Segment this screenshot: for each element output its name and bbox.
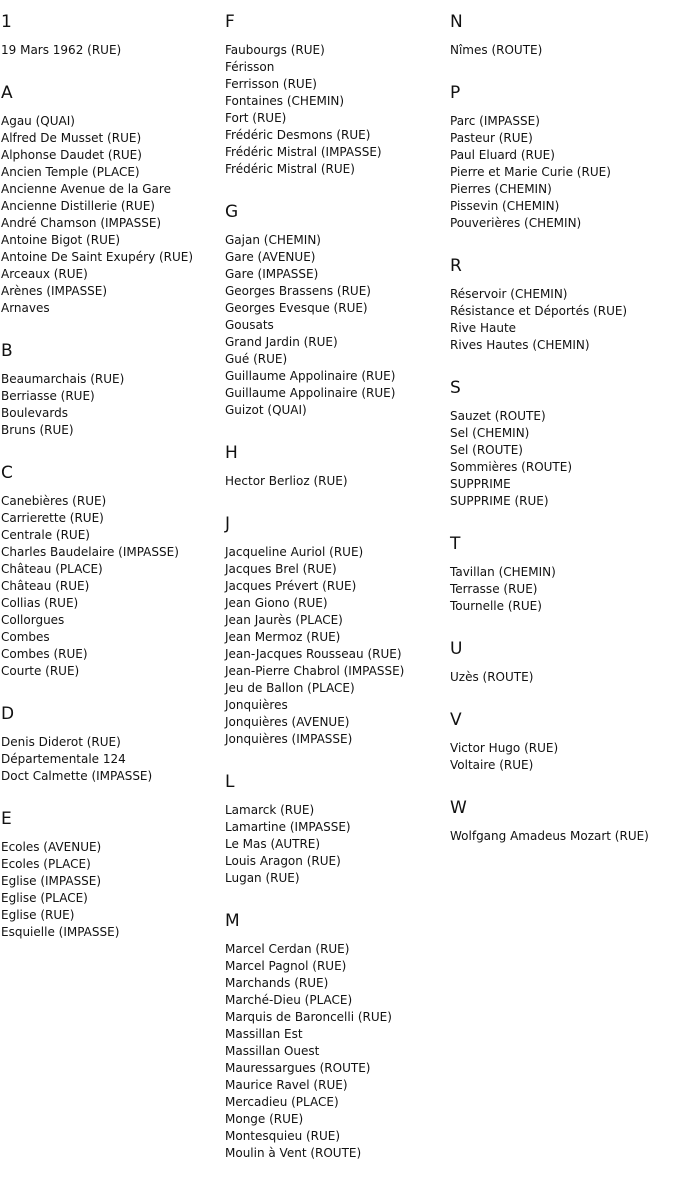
street-entry: Jean Jaurès (PLACE)	[225, 613, 343, 627]
section-spacer	[450, 686, 675, 710]
street-entry: Collorgues	[1, 613, 65, 627]
section-letter-heading: J	[225, 514, 231, 534]
street-list	[450, 286, 675, 354]
street-list	[450, 740, 675, 774]
street-entry: Tournelle (RUE)	[450, 599, 542, 613]
section-letter-heading: V	[450, 710, 462, 730]
street-entry: Centrale (RUE)	[1, 528, 90, 542]
section-spacer	[225, 887, 450, 911]
section-spacer	[225, 178, 450, 202]
section-letter-heading: A	[1, 83, 13, 103]
street-entry: Sel (ROUTE)	[450, 443, 523, 457]
street-entry: Massillan Ouest	[225, 1044, 320, 1058]
street-list	[1, 371, 226, 439]
street-list	[450, 408, 675, 510]
letter-section	[450, 639, 675, 686]
section-spacer	[1, 317, 226, 341]
section-letter-heading: N	[450, 12, 463, 32]
street-entry: Terrasse (RUE)	[450, 582, 538, 596]
street-entry: Frédéric Mistral (IMPASSE)	[225, 145, 382, 159]
street-entry: Sommières (ROUTE)	[450, 460, 573, 474]
street-entry: Voltaire (RUE)	[450, 758, 534, 772]
letter-section	[450, 710, 675, 774]
section-letter-heading: C	[1, 463, 13, 483]
street-entry: Marché-Dieu (PLACE)	[225, 993, 353, 1007]
street-entry: Rives Hautes (CHEMIN)	[450, 338, 590, 352]
street-entry: Mauressargues (ROUTE)	[225, 1061, 371, 1075]
street-entry: Jacques Prévert (RUE)	[225, 579, 357, 593]
street-entry: Marcel Cerdan (RUE)	[225, 942, 350, 956]
street-entry: André Chamson (IMPASSE)	[1, 216, 162, 230]
street-list	[450, 828, 675, 845]
street-entry: Faubourgs (RUE)	[225, 43, 325, 57]
street-entry: SUPPRIME	[450, 477, 511, 491]
street-entry: Ancien Temple (PLACE)	[1, 165, 140, 179]
street-list	[225, 802, 450, 887]
section-spacer	[450, 59, 675, 83]
street-entry: Combes (RUE)	[1, 647, 88, 661]
letter-section	[225, 443, 450, 490]
section-spacer	[450, 774, 675, 798]
street-entry: Marquis de Baroncelli (RUE)	[225, 1010, 392, 1024]
street-entry: Arceaux (RUE)	[1, 267, 88, 281]
letter-section	[225, 911, 450, 1162]
section-spacer	[450, 510, 675, 534]
street-entry: Sel (CHEMIN)	[450, 426, 530, 440]
street-entry: Jonquières	[225, 698, 288, 712]
street-list	[1, 113, 226, 317]
letter-section	[450, 256, 675, 354]
street-entry: Collias (RUE)	[1, 596, 79, 610]
street-entry: Eglise (RUE)	[1, 908, 75, 922]
letter-section	[450, 534, 675, 615]
street-entry: SUPPRIME (RUE)	[450, 494, 549, 508]
street-entry: Montesquieu (RUE)	[225, 1129, 341, 1143]
letter-section	[1, 341, 226, 439]
street-entry: Georges Evesque (RUE)	[225, 301, 368, 315]
street-entry: Réservoir (CHEMIN)	[450, 287, 568, 301]
street-entry: Lamarck (RUE)	[225, 803, 315, 817]
street-entry: Alphonse Daudet (RUE)	[1, 148, 142, 162]
section-spacer	[1, 59, 226, 83]
letter-section	[225, 514, 450, 748]
street-entry: Jacques Brel (RUE)	[225, 562, 337, 576]
letter-section	[225, 202, 450, 419]
section-letter-heading: H	[225, 443, 238, 463]
section-letter-heading: G	[225, 202, 239, 222]
street-list	[1, 734, 226, 785]
street-entry: Antoine Bigot (RUE)	[1, 233, 121, 247]
street-entry: Jean Giono (RUE)	[225, 596, 328, 610]
street-entry: Pierre et Marie Curie (RUE)	[450, 165, 611, 179]
street-entry: Lugan (RUE)	[225, 871, 300, 885]
street-entry: Le Mas (AUTRE)	[225, 837, 321, 851]
street-entry: Jonquières (IMPASSE)	[225, 732, 353, 746]
street-entry: Ecoles (PLACE)	[1, 857, 91, 871]
street-entry: Pasteur (RUE)	[450, 131, 533, 145]
street-entry: Mercadieu (PLACE)	[225, 1095, 339, 1109]
street-entry: Gajan (CHEMIN)	[225, 233, 321, 247]
street-entry: 19 Mars 1962 (RUE)	[1, 43, 122, 57]
street-entry: Courte (RUE)	[1, 664, 80, 678]
street-entry: Ancienne Avenue de la Gare	[1, 182, 171, 196]
street-entry: Beaumarchais (RUE)	[1, 372, 125, 386]
street-entry: Ecoles (AVENUE)	[1, 840, 102, 854]
section-letter-heading: R	[450, 256, 462, 276]
section-letter-heading: U	[450, 639, 463, 659]
street-entry: Bruns (RUE)	[1, 423, 74, 437]
street-list	[450, 42, 675, 59]
street-entry: Grand Jardin (RUE)	[225, 335, 338, 349]
street-entry: Frédéric Mistral (RUE)	[225, 162, 355, 176]
street-entry: Pierres (CHEMIN)	[450, 182, 552, 196]
street-entry: Pouverières (CHEMIN)	[450, 216, 582, 230]
street-entry: Agau (QUAI)	[1, 114, 75, 128]
street-entry: Jeu de Ballon (PLACE)	[225, 681, 355, 695]
letter-section	[450, 378, 675, 510]
street-entry: Paul Eluard (RUE)	[450, 148, 555, 162]
street-entry: Denis Diderot (RUE)	[1, 735, 121, 749]
section-spacer	[450, 354, 675, 378]
street-entry: Gué (RUE)	[225, 352, 288, 366]
street-index-column-3	[450, 12, 675, 845]
section-letter-heading: L	[225, 772, 235, 792]
street-list	[450, 113, 675, 232]
section-spacer	[450, 232, 675, 256]
section-spacer	[1, 680, 226, 704]
street-entry: Gousats	[225, 318, 274, 332]
street-list	[450, 669, 675, 686]
section-spacer	[225, 419, 450, 443]
section-letter-heading: E	[1, 809, 12, 829]
street-entry: Arnaves	[1, 301, 50, 315]
street-entry: Marchands (RUE)	[225, 976, 329, 990]
street-entry: Alfred De Musset (RUE)	[1, 131, 142, 145]
street-list	[1, 839, 226, 941]
section-spacer	[450, 615, 675, 639]
section-letter-heading: 1	[1, 12, 12, 32]
street-entry: Wolfgang Amadeus Mozart (RUE)	[450, 829, 649, 843]
street-entry: Fort (RUE)	[225, 111, 287, 125]
street-entry: Louis Aragon (RUE)	[225, 854, 341, 868]
section-letter-heading: B	[1, 341, 13, 361]
section-spacer	[225, 748, 450, 772]
street-entry: Hector Berlioz (RUE)	[225, 474, 348, 488]
section-spacer	[1, 439, 226, 463]
street-entry: Carrierette (RUE)	[1, 511, 104, 525]
section-letter-heading: W	[450, 798, 467, 818]
street-list	[225, 42, 450, 178]
street-entry: Doct Calmette (IMPASSE)	[1, 769, 153, 783]
street-list	[225, 232, 450, 419]
letter-section	[1, 809, 226, 941]
street-entry: Guillaume Appolinaire (RUE)	[225, 386, 396, 400]
street-entry: Maurice Ravel (RUE)	[225, 1078, 348, 1092]
street-entry: Guillaume Appolinaire (RUE)	[225, 369, 396, 383]
street-entry: Jean-Pierre Chabrol (IMPASSE)	[225, 664, 405, 678]
street-entry: Canebières (RUE)	[1, 494, 107, 508]
street-entry: Eglise (IMPASSE)	[1, 874, 102, 888]
street-entry: Frédéric Desmons (RUE)	[225, 128, 371, 142]
street-entry: Arènes (IMPASSE)	[1, 284, 108, 298]
street-index-column-2	[225, 12, 450, 1162]
street-entry: Combes	[1, 630, 50, 644]
street-entry: Ferrisson (RUE)	[225, 77, 317, 91]
letter-section	[1, 704, 226, 785]
letter-section	[450, 12, 675, 59]
letter-section	[450, 798, 675, 845]
street-entry: Sauzet (ROUTE)	[450, 409, 546, 423]
section-letter-heading: M	[225, 911, 240, 931]
street-entry: Jonquières (AVENUE)	[225, 715, 350, 729]
street-entry: Victor Hugo (RUE)	[450, 741, 559, 755]
street-entry: Jacqueline Auriol (RUE)	[225, 545, 364, 559]
street-entry: Château (RUE)	[1, 579, 90, 593]
letter-section	[450, 83, 675, 232]
street-entry: Antoine De Saint Exupéry (RUE)	[1, 250, 194, 264]
letter-section	[225, 12, 450, 178]
street-entry: Monge (RUE)	[225, 1112, 304, 1126]
street-entry: Jean-Jacques Rousseau (RUE)	[225, 647, 402, 661]
letter-section	[1, 83, 226, 317]
street-entry: Parc (IMPASSE)	[450, 114, 540, 128]
street-entry: Jean Mermoz (RUE)	[225, 630, 341, 644]
street-entry: Moulin à Vent (ROUTE)	[225, 1146, 362, 1160]
street-entry: Eglise (PLACE)	[1, 891, 88, 905]
street-entry: Lamartine (IMPASSE)	[225, 820, 351, 834]
street-entry: Guizot (QUAI)	[225, 403, 307, 417]
section-letter-heading: T	[450, 534, 461, 554]
street-list	[225, 473, 450, 490]
street-entry: Nîmes (ROUTE)	[450, 43, 543, 57]
letter-section	[1, 12, 226, 59]
street-entry: Uzès (ROUTE)	[450, 670, 534, 684]
street-list	[225, 544, 450, 748]
street-entry: Boulevards	[1, 406, 68, 420]
street-entry: Férisson	[225, 60, 275, 74]
street-list	[1, 493, 226, 680]
street-entry: Charles Baudelaire (IMPASSE)	[1, 545, 179, 559]
street-entry: Résistance et Déportés (RUE)	[450, 304, 628, 318]
street-entry: Fontaines (CHEMIN)	[225, 94, 345, 108]
street-list	[450, 564, 675, 615]
street-entry: Gare (AVENUE)	[225, 250, 316, 264]
section-spacer	[1, 785, 226, 809]
street-list	[1, 42, 226, 59]
street-entry: Marcel Pagnol (RUE)	[225, 959, 347, 973]
section-letter-heading: S	[450, 378, 461, 398]
street-entry: Départementale 124	[1, 752, 126, 766]
street-list	[225, 941, 450, 1162]
street-entry: Pissevin (CHEMIN)	[450, 199, 560, 213]
section-letter-heading: D	[1, 704, 15, 724]
section-letter-heading: F	[225, 12, 235, 32]
letter-section	[1, 463, 226, 680]
street-entry: Massillan Est	[225, 1027, 303, 1041]
street-entry: Rive Haute	[450, 321, 517, 335]
street-entry: Gare (IMPASSE)	[225, 267, 319, 281]
section-letter-heading: P	[450, 83, 461, 103]
street-entry: Georges Brassens (RUE)	[225, 284, 371, 298]
street-entry: Ancienne Distillerie (RUE)	[1, 199, 155, 213]
section-spacer	[225, 490, 450, 514]
street-entry: Château (PLACE)	[1, 562, 103, 576]
street-index-column-1	[1, 12, 226, 941]
letter-section	[225, 772, 450, 887]
street-entry: Esquielle (IMPASSE)	[1, 925, 120, 939]
street-entry: Tavillan (CHEMIN)	[450, 565, 556, 579]
street-entry: Berriasse (RUE)	[1, 389, 95, 403]
